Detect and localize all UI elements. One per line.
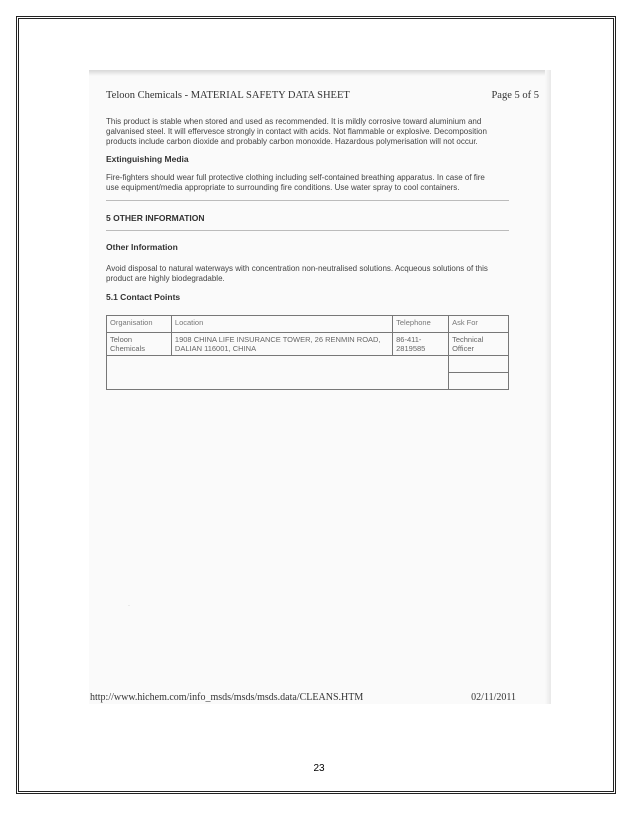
footer-date: 02/11/2011	[471, 692, 516, 703]
other-info-text: Avoid disposal to natural waterways with concentration non-neutralised solutions. Acqueous solutions of this product are highly biodegradable.	[106, 264, 488, 283]
empty-cell	[449, 373, 509, 390]
empty-cell	[449, 356, 509, 373]
extinguishing-text: Fire-fighters should wear full protective clothing including self-contained breathing apparatus. In case of fire use equipment/media appropriate to surrounding fire conditions. Use water spray to cool containers.	[106, 173, 485, 192]
page-label: Page 5 of 5	[491, 90, 539, 101]
column-header: Telephone	[393, 316, 449, 333]
document-title: Teloon Chemicals - MATERIAL SAFETY DATA SHEET	[106, 90, 350, 101]
contact-points-table	[106, 315, 509, 390]
telephone-cell: 86-411-2819585	[393, 333, 449, 356]
column-header: Ask For	[449, 316, 509, 333]
other-info-heading: Other Information	[106, 242, 178, 252]
section-5-heading: 5 OTHER INFORMATION	[106, 213, 205, 223]
column-header: Organisation	[107, 316, 172, 333]
extinguishing-heading: Extinguishing Media	[106, 154, 189, 164]
scan-top-shadow	[89, 70, 551, 76]
scanned-msds-page	[89, 70, 551, 704]
divider	[106, 230, 509, 231]
stability-text: This product is stable when stored and used as recommended. It is mildly corrosive toward aluminium and galvanised steel. It will effervesce strongly in contact with acids. Not flammable or explosive. Decomposition products include carbon dioxide and probably carbon monoxide. Hazardous polymerisation will not occur.	[106, 117, 487, 146]
footer-url: http://www.hichem.com/info_msds/msds/msds.data/CLEANS.HTM	[90, 692, 364, 703]
ask-for-cell: Technical Officer	[449, 333, 509, 356]
page-number: 23	[313, 763, 325, 774]
table-row	[107, 356, 509, 373]
empty-cell	[107, 356, 449, 390]
table-header-row	[107, 316, 509, 333]
scan-speck: ·	[128, 603, 130, 609]
column-header: Location	[171, 316, 392, 333]
divider	[106, 200, 509, 201]
organisation-cell: Teloon Chemicals	[107, 333, 172, 356]
contact-points-heading: 5.1 Contact Points	[106, 292, 181, 302]
scan-right-shadow	[545, 70, 551, 704]
location-cell: 1908 CHINA LIFE INSURANCE TOWER, 26 RENMIN ROAD, DALIAN 116001, CHINA	[171, 333, 392, 356]
table-row	[107, 333, 509, 356]
